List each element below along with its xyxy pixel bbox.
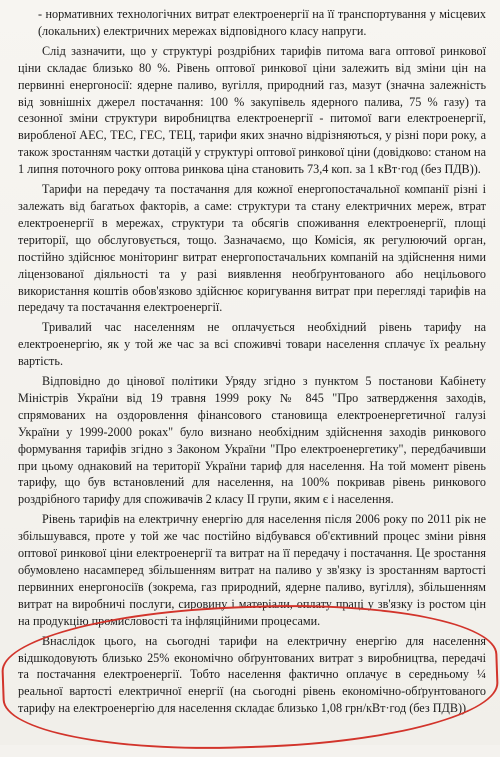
paragraph-bullet-losses: - нормативних технологічних витрат електроенергії на її транспортування у місцевих (локальних) електричних мережах відповідного класу напруги. (38, 7, 486, 38)
paragraph-conclusion-highlighted: Внаслідок цього, на сьогодні тарифи на електричну енергію для населення відшкодовують близько 25% економічно обґрунтованих витрат з виробництва, передачі та постачання електроенергії. Тобто населення фактично оплачує в середньому ¼ реальної вартості електричної енергії (на сьогодні рівень економічно-обґрунтованого тарифу на електроенергію для населення складає близько 1,08 грн/кВт·год (без ПДВ)). (18, 633, 486, 716)
paragraph-population-underpay: Тривалий час населенням не оплачується необхідний рівень тарифу на електроенергію, як у той же час за всі споживчі товари населення сплачує їх реальну вартість. (18, 320, 486, 369)
paragraph-government-policy: Відповідно до цінової політики Уряду згідно з пунктом 5 постанови Кабінету Міністрів України від 19 травня 1999 року № 845 "Про затвердження заходів, спрямованих на оздоровлення фінансового становища електроенергетичної галузі України у 1999-2000 роках" було визнано необхідним здійснення заходів ринкового формування тарифів згідно з Законом України "Про електроенергетику", передбачивши при цьому однаковий на території України тариф для населення. На той момент рівень тарифу, що був встановлений для населення, на 100% покривав рівень ринкового роздрібного тарифу для споживачів 2 класу II групи, яким є і населення. (18, 374, 486, 507)
paragraph-tariff-level-2006-2011: Рівень тарифів на електричну енергію для населення після 2006 року по 2011 рік не збільшувався, проте у той же час постійно відбувався об'єктивний процес зміни рівня оптової ринкової ціни електроенергії та витрат на її передачу і постачання. Це зростання обумовлено насамперед збільшенням витрат на паливо у зв'язку із зростанням вартості первинних енергоносіїв (зокрема, газ природний, ядерне паливо, вугілля), збільшенням витрат на виробничі послуги, сировину і матеріали, оплату праці у зв'язку із ростом цін на продукцію промисловості та інфляційними процесами. (18, 512, 486, 628)
paragraph-wholesale-price: Слід зазначити, що у структурі роздрібних тарифів питома вага оптової ринкової ціни складає близько 80 %. Рівень оптової ринкової ціни залежить від зміни цін на первинні енергоносії: ядерне паливо, вугілля, природний газ, мазут (значна залежність від зовнішніх джерел постачання: 100 % закупівель ядерного палива, 75 % газу) та сезонної зміни структури виробництва електроенергії - питомої ваги електроенергії, виробленої АЕС, ТЕС, ГЕС, ТЕЦ, тарифи яких значно відрізняються, у різні пори року, а також зростанням частки дотацій у структурі оптової ринкової ціни (довідково: станом на 1 липня поточного року оптова ринкова ціна становить 73,4 коп. за 1 кВт·год (без ПДВ)). (18, 43, 486, 177)
paragraph-transmission-tariffs: Тарифи на передачу та постачання для кожної енергопостачальної компанії різні і залежать від багатьох факторів, а саме: структури та стану електричних мереж, втрат електроенергії в мережах, структури та обсягів споживання електроенергії, площі території, що обслуговується, тощо. Зазначаємо, що Комісія, як регулюючий орган, постійно здійснює моніторинг витрат енергопостачальних компаній на здійснення ними ліцензованої діяльності та у разі виявлення необґрунтованого або нецільового використання коштів обов'язково здійснює коригування витрат при перегляді тарифів на передачу та постачання електроенергії. (18, 182, 486, 315)
